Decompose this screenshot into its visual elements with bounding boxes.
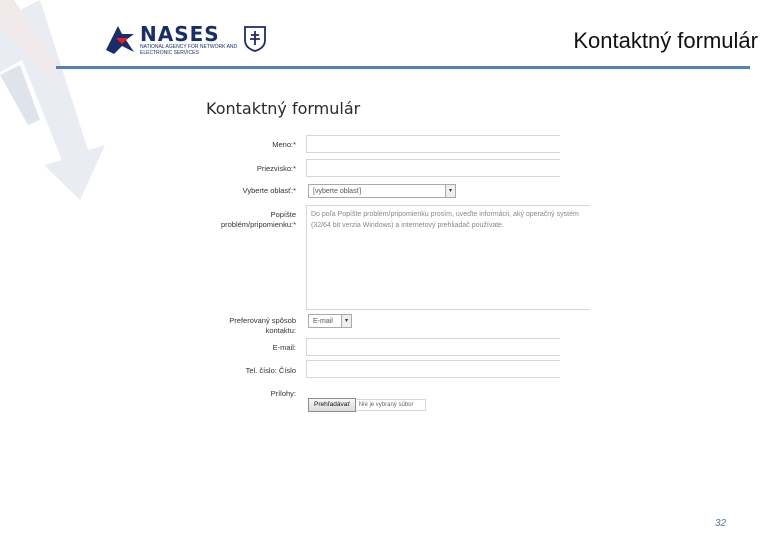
- phone-label: Tel. číslo: Číslo: [245, 366, 296, 375]
- logo-wordmark: NASES: [140, 22, 220, 46]
- page-number: 32: [715, 518, 727, 529]
- file-status: Nie je vybraný súbor: [356, 399, 426, 411]
- logo-subtitle: NATIONAL AGENCY FOR NETWORK AND ELECTRONIC SERVICES: [140, 44, 238, 56]
- name-field[interactable]: [306, 135, 560, 153]
- problem-textarea[interactable]: Do poľa Popíšte problém/pripomienku prosím, uveďte informácii, aký operačný systém (32/64 bit verzia Windows) a internetový prehliadač používate.: [306, 205, 590, 310]
- coat-of-arms-icon: [244, 26, 266, 52]
- slide-title: Kontaktný formulár: [573, 28, 758, 53]
- area-select[interactable]: [vyberte oblasť] ▾: [308, 184, 456, 198]
- chevron-down-icon[interactable]: ▾: [341, 315, 351, 327]
- problem-label: Popíšte problém/pripomienku:*: [220, 210, 296, 229]
- name-label: Meno:*: [272, 140, 296, 149]
- decorative-arrows: [0, 0, 120, 210]
- file-upload: [308, 398, 426, 411]
- attachments-label: Prílohy:: [270, 389, 296, 398]
- surname-label: Priezvisko:*: [256, 164, 296, 173]
- logo-arrow-icon: [104, 24, 138, 56]
- contact-method-label: Preferovaný spôsob kontaktu:: [229, 316, 296, 335]
- contact-method-select[interactable]: E-mail ▾: [308, 314, 352, 328]
- phone-field[interactable]: [306, 360, 560, 378]
- surname-field[interactable]: [306, 159, 560, 177]
- form-title: Kontaktný formulár: [206, 99, 361, 118]
- area-label: Vyberte oblasť:*: [242, 186, 296, 195]
- nases-logo: [104, 22, 274, 58]
- email-field[interactable]: [306, 338, 560, 356]
- chevron-down-icon[interactable]: ▾: [445, 185, 455, 197]
- email-label: E-mail:: [272, 343, 296, 352]
- browse-button[interactable]: Prehľadávať: [308, 398, 356, 412]
- header-divider: [56, 66, 750, 69]
